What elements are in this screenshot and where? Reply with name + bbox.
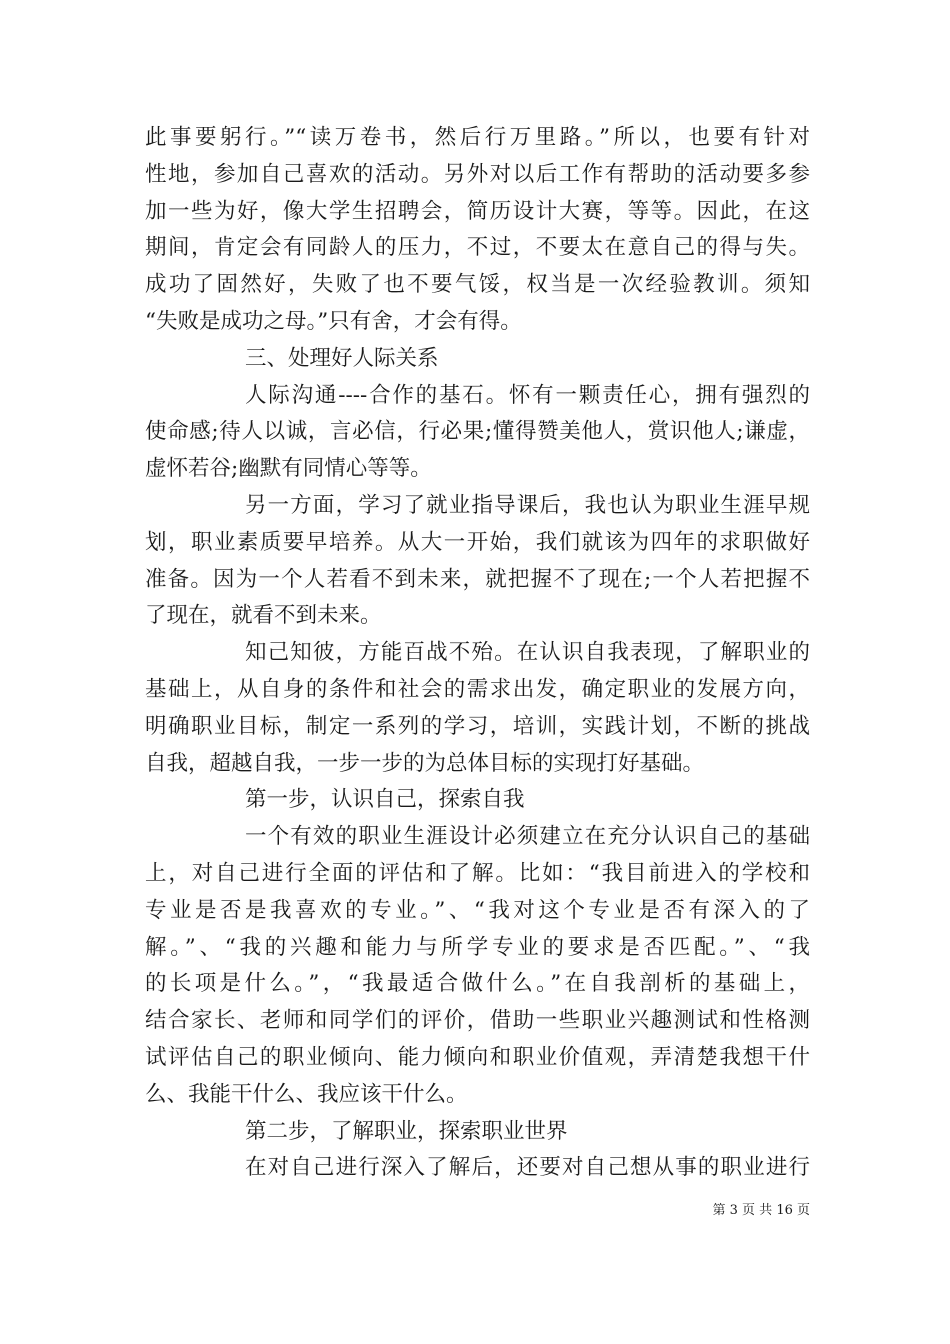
text-line: 基础上，从自身的条件和社会的需求出发，确定职业的发展方向， <box>145 676 810 702</box>
text-line: 么、我能干什么、我应该干什么。 <box>145 1081 468 1107</box>
text-line: 期间，肯定会有同龄人的压力，不过，不要太在意自己的得与失。 <box>145 235 810 261</box>
text-line: 了现在，就看不到未来。 <box>145 603 382 629</box>
text-line: 在对自己进行深入了解后，还要对自己想从事的职业进行 <box>245 1155 810 1181</box>
text-line: 另一方面，学习了就业指导课后，我也认为职业生涯早规 <box>245 492 810 518</box>
text-line: 划，职业素质要早培养。从大一开始，我们就该为四年的求职做好 <box>145 529 810 555</box>
body-text <box>145 120 810 1187</box>
text-line: 一个有效的职业生涯设计必须建立在充分认识自己的基础 <box>245 824 810 850</box>
text-line: “失败是成功之母。”只有舍，才会有得。 <box>145 308 522 334</box>
text-line: 虚怀若谷;幽默有同情心等等。 <box>145 456 432 482</box>
page-number: 第 3 页 共 16 页 <box>712 1203 810 1218</box>
text-line: 此事要躬行。”“读万卷书，然后行万里路。”所以，也要有针对 <box>145 125 810 150</box>
section-heading: 第二步，了解职业，探索职业世界 <box>245 1118 568 1144</box>
text-line: 知己知彼，方能百战不殆。在认识自我表现，了解职业的 <box>245 640 810 666</box>
text-line: 自我，超越自我，一步一步的为总体目标的实现打好基础。 <box>145 750 705 776</box>
text-line: 使命感;待人以诚，言必信，行必果;懂得赞美他人，赏识他人;谦虚， <box>145 419 810 445</box>
text-line: 解。”、“我的兴趣和能力与所学专业的要求是否匹配。”、“我 <box>145 934 810 960</box>
text-line: 上，对自己进行全面的评估和了解。比如：“我目前进入的学校和 <box>145 860 810 886</box>
text-line: 明确职业目标，制定一系列的学习，培训，实践计划，不断的挑战 <box>145 713 810 739</box>
section-heading: 第一步，认识自己，探索自我 <box>245 787 525 813</box>
text-line: 加一些为好，像大学生招聘会，简历设计大赛，等等。因此，在这 <box>145 198 810 224</box>
text-line: 人际沟通----合作的基石。怀有一颗责任心，拥有强烈的 <box>245 382 810 408</box>
text-line: 性地，参加自己喜欢的活动。另外对以后工作有帮助的活动要多参 <box>145 161 810 187</box>
text-line: 结合家长、老师和同学们的评价，借助一些职业兴趣测试和性格测 <box>145 1008 810 1034</box>
text-line: 成功了固然好，失败了也不要气馁，权当是一次经验教训。须知 <box>145 272 810 298</box>
text-line: 准备。因为一个人若看不到未来，就把握不了现在;一个人若把握不 <box>145 566 810 592</box>
text-line: 专业是否是我喜欢的专业。”、“我对这个专业是否有深入的了 <box>145 897 810 923</box>
section-heading: 三、处理好人际关系 <box>245 345 439 371</box>
text-line: 的长项是什么。”，“我最适合做什么。”在自我剖析的基础上， <box>145 971 810 997</box>
text-line: 试评估自己的职业倾向、能力倾向和职业价值观，弄清楚我想干什 <box>145 1044 810 1070</box>
